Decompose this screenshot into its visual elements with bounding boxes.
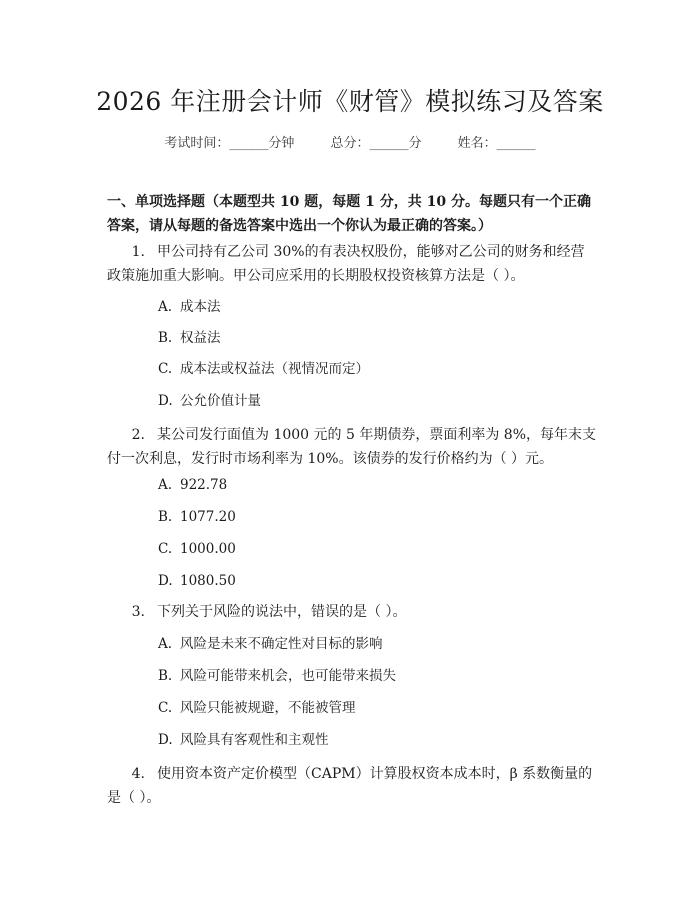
option-1b: B. 权益法 bbox=[158, 330, 221, 346]
option-2c: C. 1000.00 bbox=[158, 541, 236, 557]
question-4 bbox=[107, 762, 597, 810]
option-1d: D. 公允价值计量 bbox=[158, 393, 261, 409]
question-3 bbox=[107, 600, 597, 624]
option-2a: A. 922.78 bbox=[158, 477, 228, 493]
question-text: 下列关于风险的说法中，错误的是（ ）。 bbox=[157, 604, 407, 620]
document-title: 2026 年注册会计师《财管》模拟练习及答案 bbox=[96, 87, 604, 116]
section-heading: 一、单项选择题（本题型共 10 题，每题 1 分，共 10 分。每题只有一个正确答案，请从每题的备选答案中选出一个你认为最正确的答案。） bbox=[107, 194, 591, 234]
option-3a: A. 风险是未来不确定性对目标的影响 bbox=[158, 636, 383, 652]
question-number: 1. bbox=[131, 244, 145, 260]
question-1 bbox=[107, 240, 597, 288]
question-2 bbox=[107, 423, 597, 471]
question-text: 某公司发行面值为 1000 元的 5 年期债券，票面利率为 8%，每年末支付一次利息，发行时市场利率为 10%。该债券的发行价格约为（ ）元。 bbox=[107, 427, 596, 467]
option-2b: B. 1077.20 bbox=[158, 509, 236, 525]
option-3c: C. 风险只能被规避，不能被管理 bbox=[158, 700, 356, 716]
total-score-field: 总分：______分 bbox=[330, 136, 422, 151]
question-text: 使用资本资产定价模型（CAPM）计算股权资本成本时，β 系数衡量的是（ ）。 bbox=[107, 766, 593, 806]
option-3b: B. 风险可能带来机会，也可能带来损失 bbox=[158, 668, 396, 684]
name-field: 姓名：______ bbox=[457, 136, 536, 151]
exam-meta bbox=[0, 132, 700, 151]
question-text: 甲公司持有乙公司 30%的有表决权股份，能够对乙公司的财务和经营政策施加重大影响。甲公司应采用的长期股权投资核算方法是（ ）。 bbox=[107, 244, 585, 284]
option-2d: D. 1080.50 bbox=[158, 573, 236, 589]
question-number: 4. bbox=[131, 766, 145, 782]
option-1a: A. 成本法 bbox=[158, 299, 221, 315]
exam-time-field: 考试时间：______分钟 bbox=[164, 136, 295, 151]
question-number: 2. bbox=[131, 427, 145, 443]
option-1c: C. 成本法或权益法（视情况而定） bbox=[158, 361, 369, 377]
option-3d: D. 风险具有客观性和主观性 bbox=[158, 732, 329, 748]
question-number: 3. bbox=[131, 604, 145, 620]
